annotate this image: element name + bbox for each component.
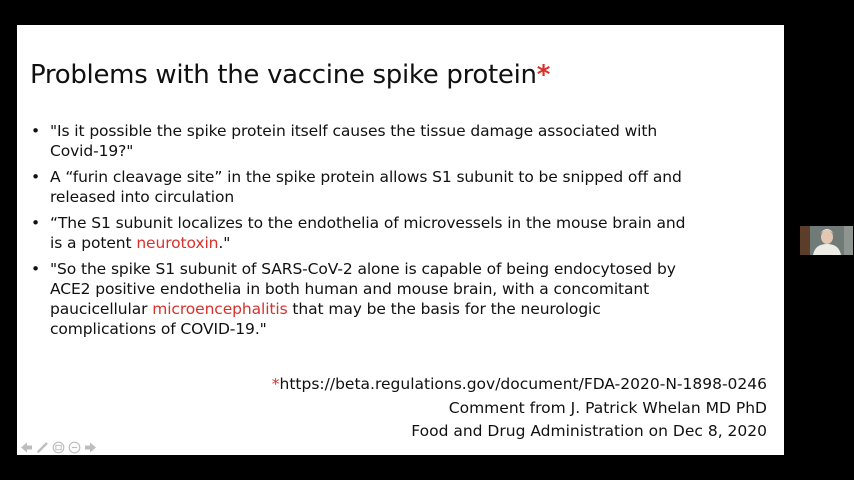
- arrow-left-icon[interactable]: [20, 441, 33, 454]
- title-asterisk: *: [536, 60, 551, 90]
- bullet-text-after: .": [218, 234, 231, 252]
- bullet-dot: •: [31, 122, 41, 140]
- bullet-text-after: that may be the basis for the neurologic complications of COVID-19.": [50, 300, 601, 338]
- slideshow-toolbar: [20, 439, 97, 455]
- bullet-text-before: “The S1 subunit localizes to the endothelia of microvessels in the mouse brain and is a potent: [50, 214, 686, 252]
- bullet-item: [31, 213, 691, 253]
- bullet-text-before: "So the spike S1 subunit of SARS-CoV-2 alone is capable of being endocytosed by ACE2 positive endothelia in both human and mouse brain, with a concomitant paucicellular: [50, 260, 676, 318]
- slides-icon[interactable]: [52, 441, 65, 454]
- citation-agency: Food and Drug Administration on Dec 8, 2020: [411, 422, 767, 440]
- citation-asterisk: *: [271, 375, 280, 393]
- bullet-text: "Is it possible the spike protein itself causes the tissue damage associated with Covid-19?": [50, 122, 658, 160]
- bullet-item: [31, 167, 691, 207]
- presenter-video-icon: [800, 226, 853, 255]
- arrow-right-icon[interactable]: [84, 441, 97, 454]
- bullet-item: [31, 259, 691, 339]
- citation-source: [272, 373, 767, 397]
- bullet-list: [31, 121, 691, 345]
- citation-author: Comment from J. Patrick Whelan MD PhD: [448, 398, 767, 417]
- presenter-webcam-thumbnail: [800, 226, 853, 255]
- bullet-dot: •: [31, 214, 41, 232]
- bullet-dot: •: [31, 168, 41, 186]
- bullet-text: A “furin cleavage site” in the spike protein allows S1 subunit to be snipped off and released into circulation: [50, 168, 682, 206]
- slide-title-text: Problems with the vaccine spike protein: [30, 60, 537, 90]
- zoom-icon[interactable]: [68, 441, 81, 454]
- bullet-item: [31, 121, 691, 161]
- highlight-neurotoxin: neurotoxin: [136, 234, 219, 252]
- pen-icon[interactable]: [36, 441, 49, 454]
- bullet-dot: •: [31, 260, 41, 278]
- slide-title: [30, 55, 550, 95]
- highlight-microencephalitis: microencephalitis: [152, 300, 288, 318]
- citation-url: https://beta.regulations.gov/document/FDA-2020-N-1898-0246: [279, 375, 767, 393]
- citation: [272, 373, 767, 444]
- presentation-slide: [17, 25, 784, 455]
